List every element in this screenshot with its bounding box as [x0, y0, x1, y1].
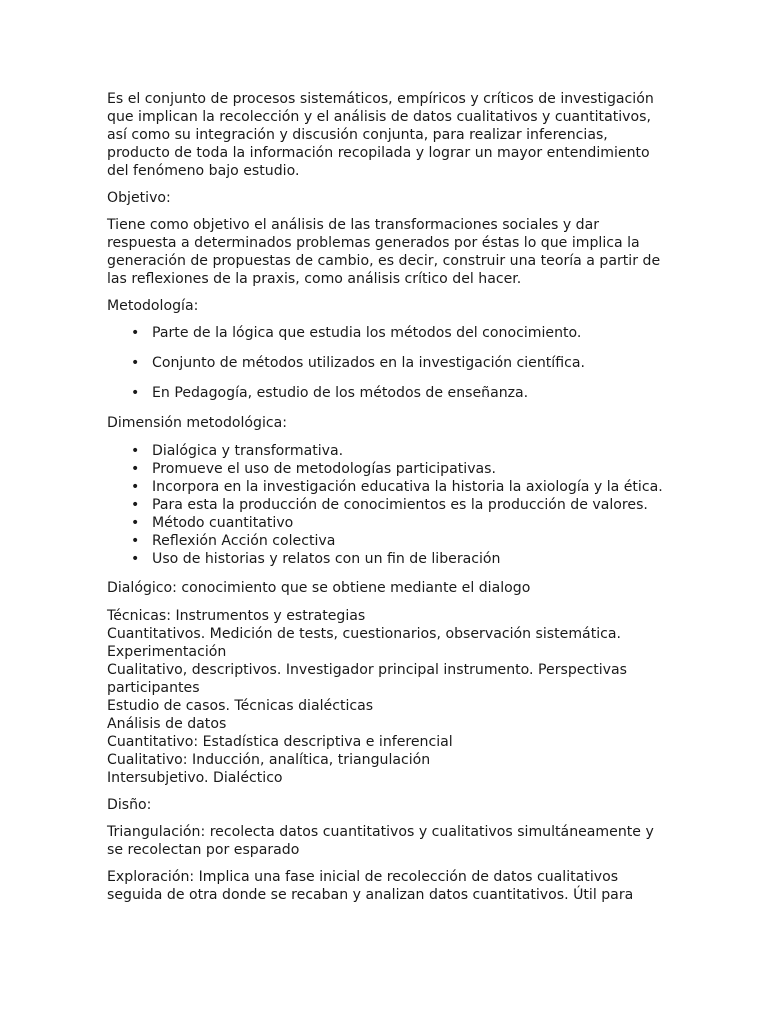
objetivo-paragraph: Tiene como objetivo el análisis de las transformaciones sociales y dar respuesta a determinados problemas generados por éstas lo que implica la generación de propuestas de cambio, es decir, construir una teoría a partir de las reflexiones de la praxis, como análisis crítico del hacer. [107, 217, 661, 287]
list-item: • Uso de historias y relatos con un fin de liberación [107, 550, 667, 568]
tecnicas-line: Cualitativo, descriptivos. Investigador principal instrumento. Perspectivas participantes [107, 662, 627, 696]
triangulacion-paragraph: Triangulación: recolecta datos cuantitativos y cualitativos simultáneamente y se recolectan por esparado [107, 824, 654, 858]
document-page [107, 90, 667, 913]
metodologia-list [107, 324, 667, 402]
metodologia-heading: Metodología: [107, 298, 199, 314]
list-item: • Dialógica y transformativa. [107, 442, 667, 460]
tecnicas-line: Técnicas: Instrumentos y estrategias [107, 608, 366, 624]
tecnicas-line: Estudio de casos. Técnicas dialécticas [107, 698, 374, 714]
dimension-list [107, 442, 667, 568]
list-item: • Reflexión Acción colectiva [107, 532, 667, 550]
dialogico-paragraph: Dialógico: conocimiento que se obtiene mediante el dialogo [107, 580, 531, 596]
list-item: • Incorpora en la investigación educativa la historia la axiología y la ética. [107, 478, 667, 496]
tecnicas-line: Cuantitativo: Estadística descriptiva e inferencial [107, 734, 453, 750]
tecnicas-line: Cuantitativos. Medición de tests, cuestionarios, observación sistemática. Experimentación [107, 626, 622, 660]
tecnicas-block [107, 607, 667, 787]
list-item: • Parte de la lógica que estudia los métodos del conocimiento. [107, 324, 667, 342]
tecnicas-line: Cualitativo: Inducción, analítica, triangulación [107, 752, 431, 768]
diseno-heading: Disño: [107, 797, 152, 813]
list-item: • Para esta la producción de conocimientos es la producción de valores. [107, 496, 667, 514]
list-item: • Conjunto de métodos utilizados en la investigación científica. [107, 354, 667, 372]
objetivo-heading: Objetivo: [107, 190, 171, 206]
intro-paragraph: Es el conjunto de procesos sistemáticos, empíricos y críticos de investigación que implican la recolección y el análisis de datos cualitativos y cuantitativos, así como su integración y discusión conjunta, para realizar inferencias, producto de toda la información recopilada y lograr un mayor entendimiento del fenómeno bajo estudio. [107, 91, 654, 179]
tecnicas-line: Intersubjetivo. Dialéctico [107, 770, 283, 786]
list-item: • Promueve el uso de metodologías participativas. [107, 460, 667, 478]
list-item: • En Pedagogía, estudio de los métodos de enseñanza. [107, 384, 667, 402]
exploracion-paragraph: Exploración: Implica una fase inicial de recolección de datos cualitativos seguida de otra donde se recaban y analizan datos cuantitativos. Útil para [107, 869, 634, 903]
list-item: • Método cuantitativo [107, 514, 667, 532]
dimension-heading: Dimensión metodológica: [107, 415, 288, 431]
tecnicas-line: Análisis de datos [107, 716, 227, 732]
